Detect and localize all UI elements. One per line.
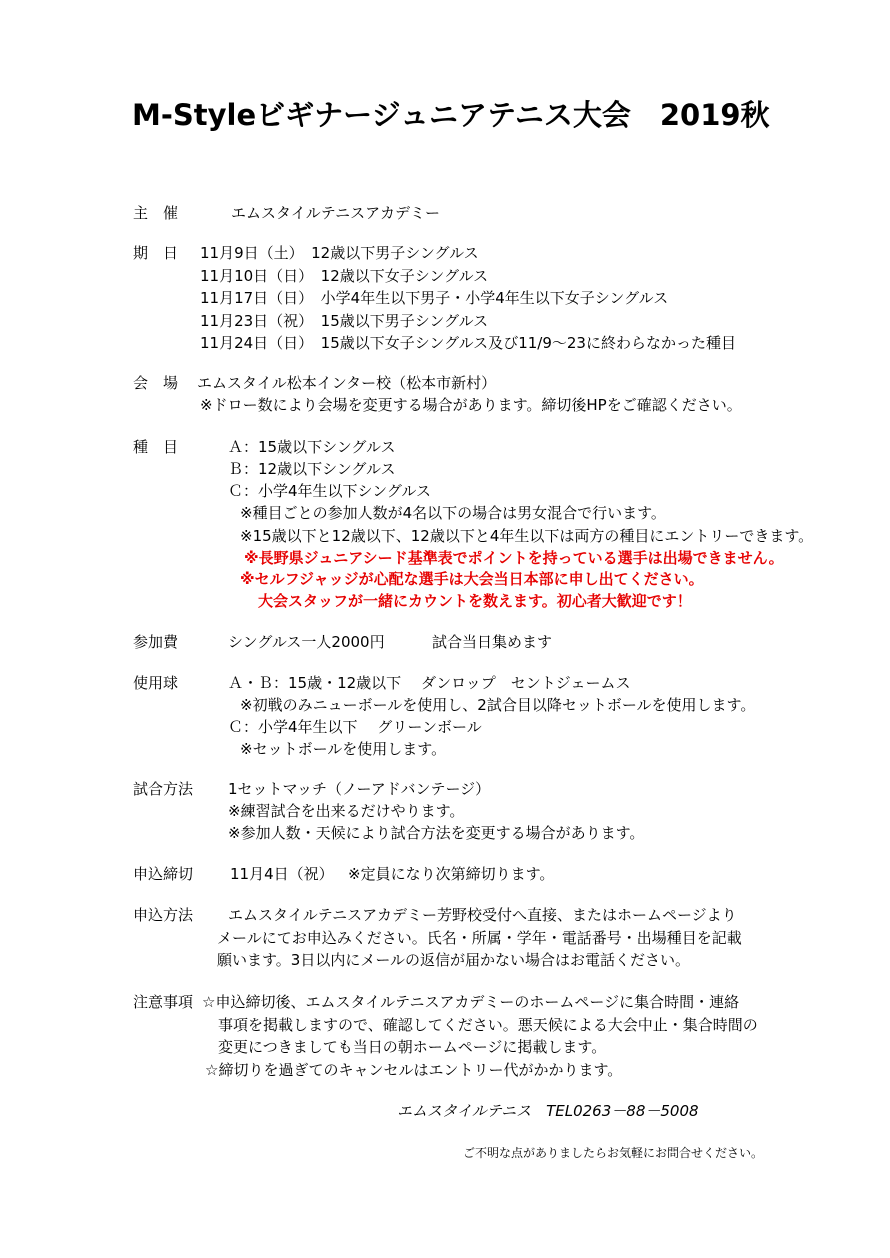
balls-line: ※初戦のみニューボールを使用し、2試合目以降セットボールを使用します。: [240, 696, 756, 714]
venue-note: ※ドロー数により会場を変更する場合があります。締切後HPをご確認ください。: [200, 396, 742, 414]
fee-label: 参加費: [133, 633, 179, 651]
venue-value: エムスタイル松本インター校（松本市新村）: [197, 374, 497, 392]
event-note: ※15歳以下と12歳以下、12歳以下と4年生以下は両方の種目にエントリーできます。: [240, 527, 814, 545]
balls-line: Ａ・Ｂ：15歳・12歳以下 ダンロップ セントジェームス: [228, 674, 631, 692]
apply-line: 願います。3日以内にメールの返信が届かない場合はお電話ください。: [217, 951, 691, 969]
date-item: 11月9日（土） 12歳以下男子シングルス: [200, 244, 479, 262]
dates-label: 期 日: [133, 244, 179, 262]
notes-label: 注意事項: [133, 993, 194, 1011]
apply-line: エムスタイルテニスアカデミー芳野校受付へ直接、またはホームページより: [228, 906, 737, 924]
page-title: M-Styleビギナージュニアテニス大会 2019秋: [132, 98, 770, 132]
event-item: Ａ：15歳以下シングルス: [228, 438, 396, 456]
balls-label: 使用球: [133, 674, 179, 692]
balls-line: Ｃ：小学4年生以下 グリーンボール: [228, 718, 482, 736]
event-item: Ｃ：小学4年生以下シングルス: [228, 482, 431, 500]
event-red-note: ※セルフジャッジが心配な選手は大会当日本部に申し出てください。: [240, 570, 704, 588]
date-item: 11月24日（日） 15歳以下女子シングルス及び11/9～23に終わらなかった種目: [200, 334, 736, 352]
events-label: 種 目: [133, 438, 179, 456]
organizer-label: 主 催: [133, 204, 179, 222]
notes-line: 変更につきましても当日の朝ホームページに掲載します。: [218, 1038, 607, 1056]
apply-line: メールにてお申込みください。氏名・所属・学年・電話番号・出場種目を記載: [217, 929, 742, 947]
format-line: ※参加人数・天候により試合方法を変更する場合があります。: [228, 824, 645, 842]
apply-label: 申込方法: [133, 906, 194, 924]
notes-line: ☆締切りを過ぎてのキャンセルはエントリー代がかかります。: [205, 1061, 623, 1079]
date-item: 11月17日（日） 小学4年生以下男子・小学4年生以下女子シングルス: [200, 289, 669, 307]
footer-note: ご不明な点がありましたらお気軽にお問合せください。: [463, 1146, 764, 1160]
event-red-note: 大会スタッフが一緒にカウントを数えます。初心者大歓迎です！: [258, 592, 692, 610]
deadline-note: ※定員になり次第締切ります。: [348, 865, 555, 883]
date-item: 11月10日（日） 12歳以下女子シングルス: [200, 267, 489, 285]
organizer-value: エムスタイルテニスアカデミー: [231, 204, 440, 222]
event-red-note: ※長野県ジュニアシード基準表でポイントを持っている選手は出場できません。: [244, 549, 784, 567]
contact-info: エムスタイルテニス TEL0263－88－5008: [397, 1102, 699, 1120]
venue-label: 会 場: [133, 374, 179, 392]
format-label: 試合方法: [133, 780, 194, 798]
notes-line: 事項を掲載しますので、確認してください。悪天候による大会中止・集合時間の: [218, 1016, 758, 1034]
fee-note: 試合当日集めます: [432, 633, 553, 651]
format-line: 1セットマッチ（ノーアドバンテージ）: [228, 780, 491, 798]
deadline-label: 申込締切: [133, 865, 194, 883]
event-item: Ｂ：12歳以下シングルス: [228, 460, 396, 478]
balls-line: ※セットボールを使用します。: [240, 740, 447, 758]
format-line: ※練習試合を出来るだけやります。: [228, 802, 465, 820]
date-item: 11月23日（祝） 15歳以下男子シングルス: [200, 312, 489, 330]
fee-value: シングルス一人2000円: [228, 633, 385, 651]
event-note: ※種目ごとの参加人数が4名以下の場合は男女混合で行います。: [240, 504, 666, 522]
notes-line: ☆申込締切後、エムスタイルテニスアカデミーのホームページに集合時間・連絡: [202, 993, 740, 1011]
deadline-value: 11月4日（祝）: [230, 865, 334, 883]
